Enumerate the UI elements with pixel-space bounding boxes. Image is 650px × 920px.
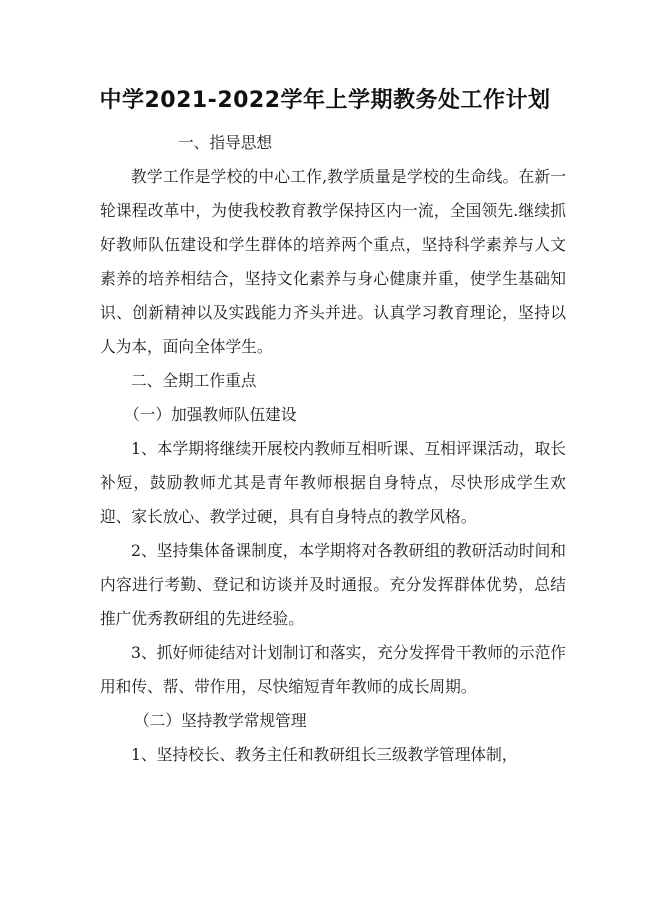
paragraph-item-3: 3、抓好师徒结对计划制订和落实，充分发挥骨干教师的示范作用和传、帮、带作用，尽快缩短青年教师的成长周期。 — [100, 643, 566, 696]
paragraph-item-1: 1、本学期将继续开展校内教师互相听课、互相评课活动，取长补短，鼓励教师尤其是青年教师根据自身特点，尽快形成学生欢迎、家长放心、教学过硬，具有自身特点的教学风格。 — [100, 439, 566, 526]
paragraph-guiding-ideology: 教学工作是学校的中心工作,教学质量是学校的生命线。在新一轮课程改革中，为使我校教育教学保持区内一流，全国领先.继续抓好教师队伍建设和学生群体的培养两个重点，坚持科学素养与人文素养的培养相结合，坚持文化素养与身心健康并重，使学生基础知识、创新精神以及实践能力齐头并进。认真学习教育理论，坚持以人为本，面向全体学生。 — [100, 167, 566, 356]
heading-guiding-ideology: 一、指导思想 — [178, 133, 273, 152]
paragraph-item-2: 2、坚持集体备课制度，本学期将对各教研组的教研活动时间和内容进行考勤、登记和访谈并及时通报。充分发挥群体优势，总结推广优秀教研组的先进经验。 — [100, 541, 566, 628]
paragraph-routine-1: 1、坚持校长、教务主任和教研组长三级教学管理体制， — [131, 745, 518, 764]
document-title: 中学2021-2022学年上学期教务处工作计划 — [99, 88, 551, 113]
heading-teaching-routine: （二）坚持教学常规管理 — [134, 711, 307, 730]
document-body — [100, 126, 566, 772]
heading-work-focus: 二、全期工作重点 — [131, 371, 257, 390]
heading-teacher-team: （一）加强教师队伍建设 — [124, 405, 297, 424]
